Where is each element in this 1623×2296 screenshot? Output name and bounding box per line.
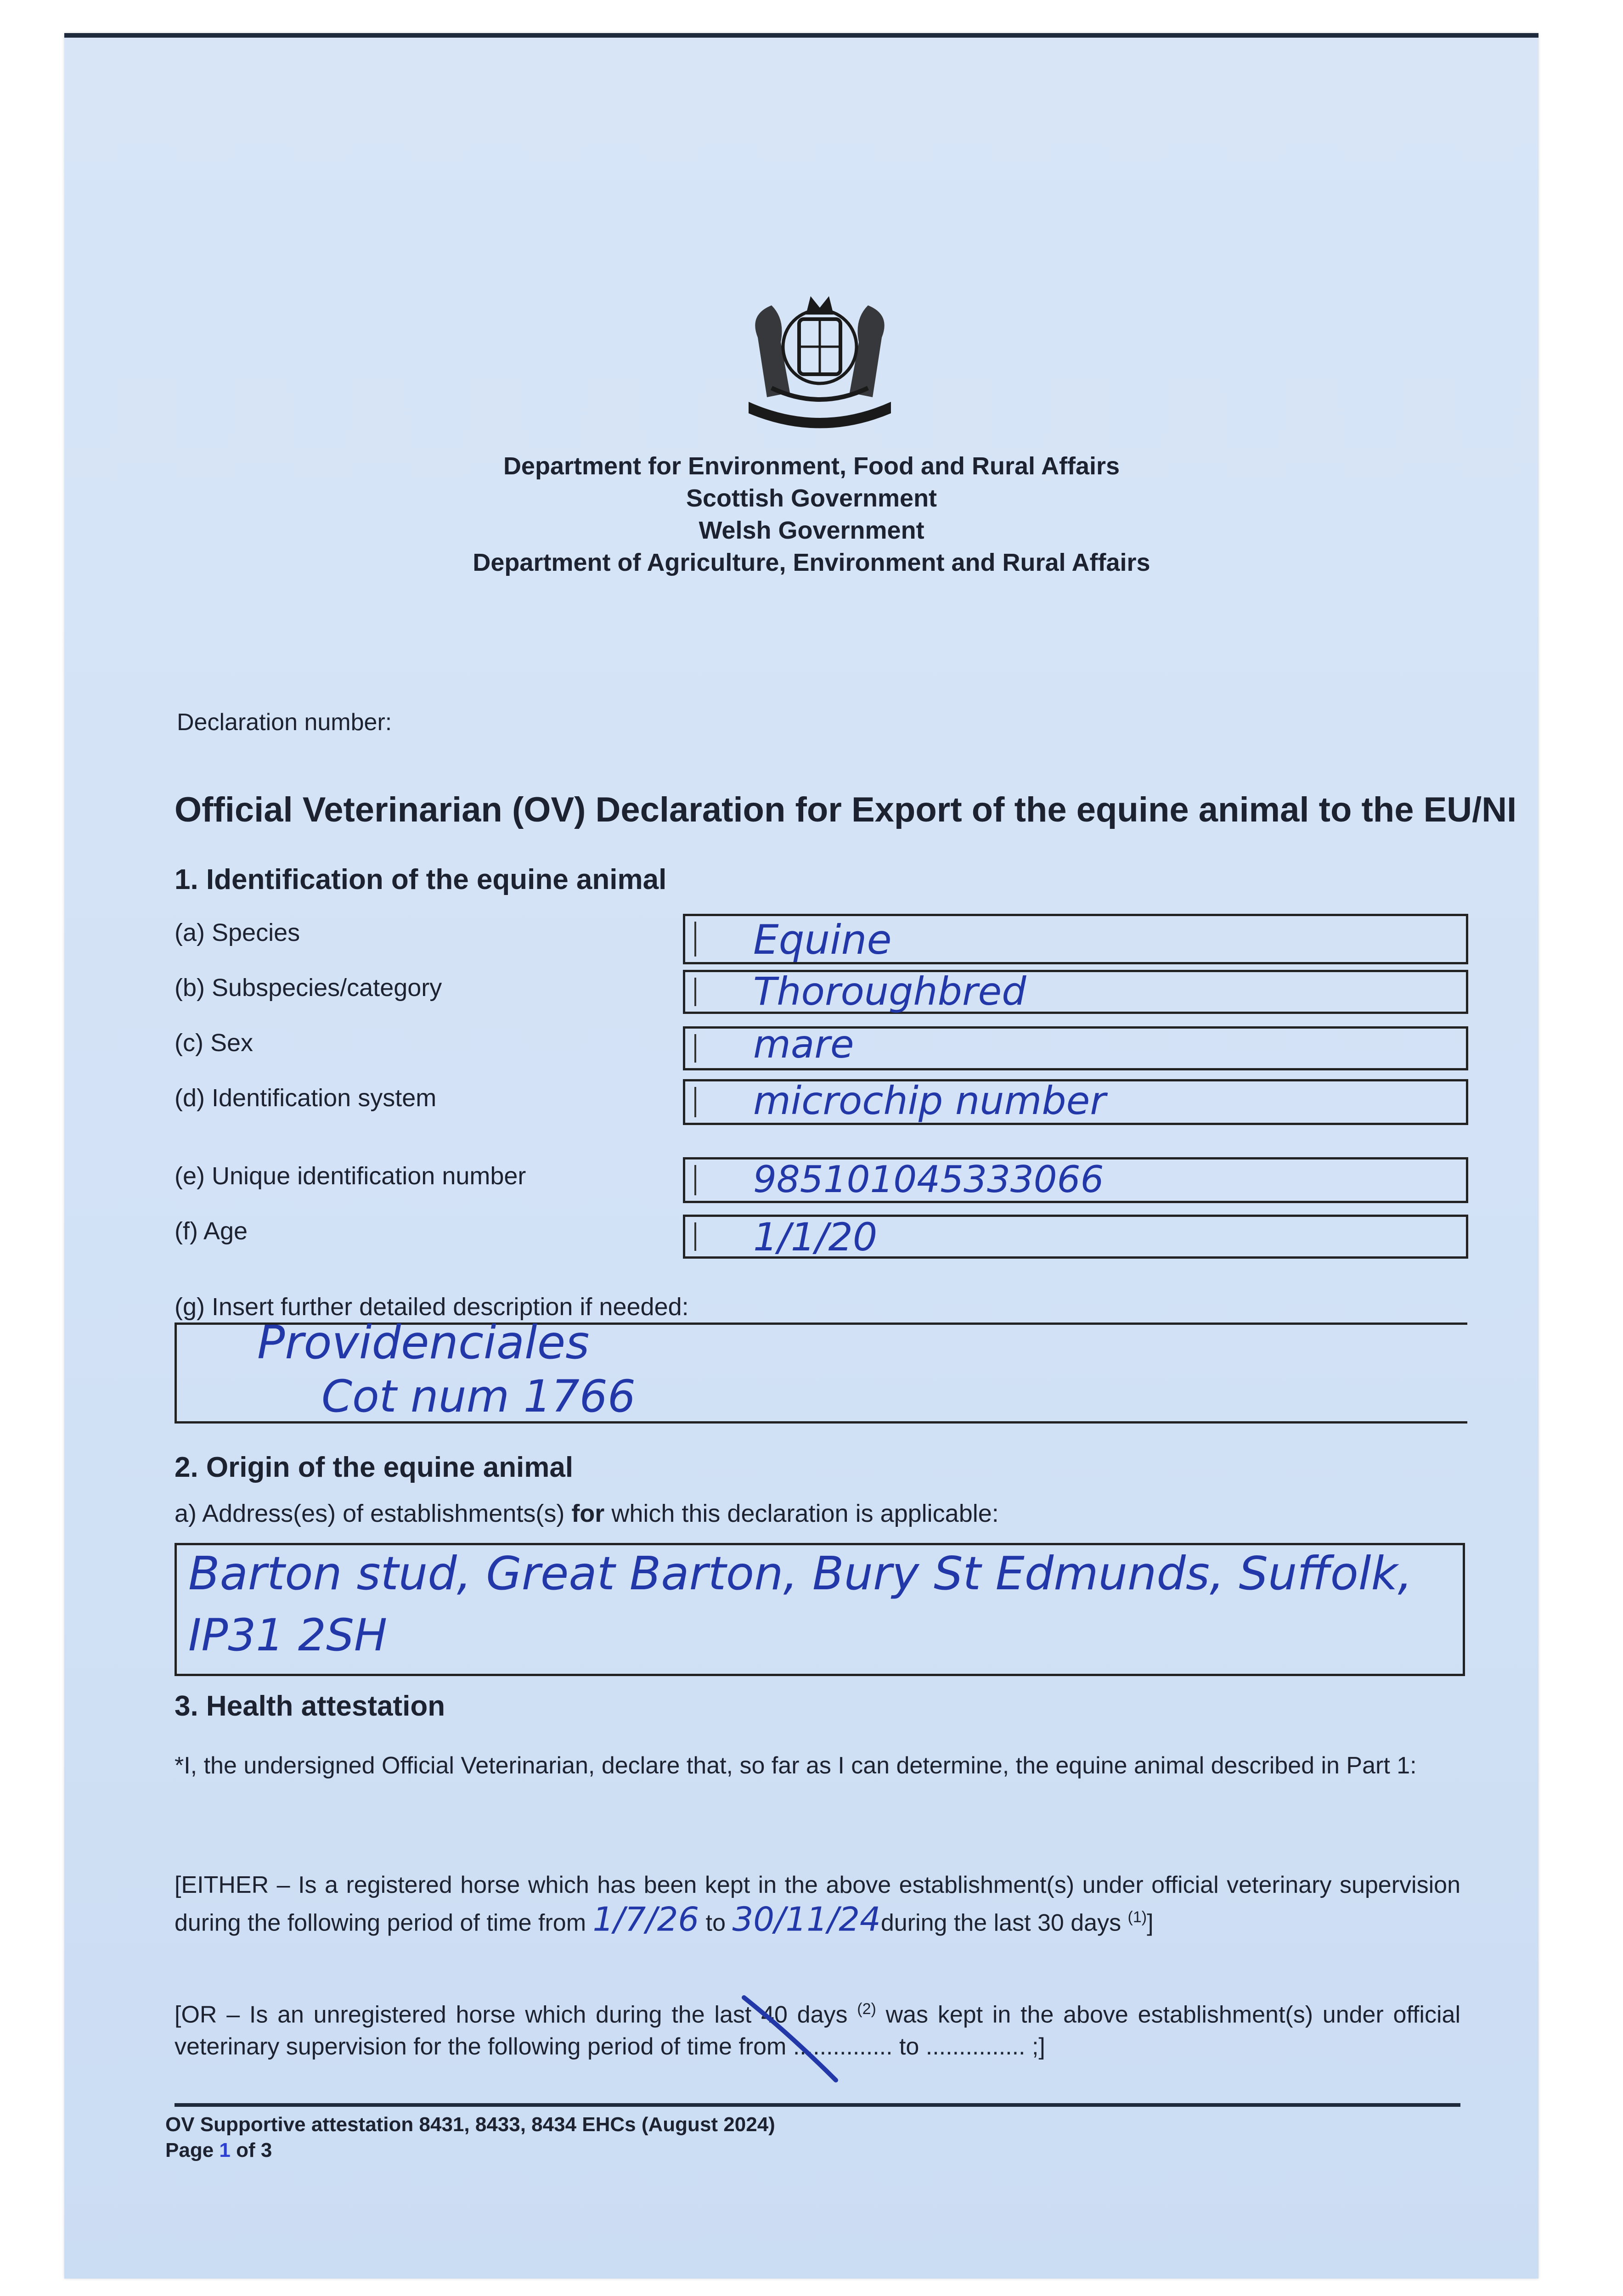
- either-to-date: 30/11/24: [732, 1900, 881, 1939]
- health-intro: *I, the undersigned Official Veterinarian, declare that, so far as I can determine, the equine animal described in Part 1:: [175, 1752, 1417, 1779]
- page-title: Official Veterinarian (OV) Declaration for Export of the equine animal to the EU/NI: [175, 790, 1517, 829]
- either-end: ]: [1147, 1909, 1154, 1936]
- either-mid: to: [699, 1909, 733, 1936]
- department-name: Department of Agriculture, Environment and Rural Affairs: [473, 549, 1150, 576]
- royal-crest-icon: [730, 287, 909, 443]
- footnote-ref: (1): [1127, 1908, 1147, 1926]
- address-label: [175, 1499, 999, 1528]
- unique-id-value: 985101045333066: [753, 1158, 1104, 1201]
- section3-heading: 3. Health attestation: [175, 1690, 445, 1722]
- further-description-label: (g) Insert further detailed description if needed:: [175, 1293, 689, 1321]
- sex-value: mare: [753, 1022, 854, 1067]
- footnote-ref: (2): [857, 2000, 876, 2018]
- age-label: (f) Age: [175, 1217, 248, 1245]
- address-label-post: which this declaration is applicable:: [604, 1500, 999, 1527]
- further-description-line: Cot num 1766: [321, 1371, 636, 1422]
- footer-divider: [175, 2103, 1460, 2107]
- address-line: Barton stud, Great Barton, Bury St Edmunds, Suffolk,: [188, 1547, 1413, 1600]
- section2-heading: 2. Origin of the equine animal: [175, 1452, 574, 1483]
- age-value: 1/1/20: [753, 1215, 878, 1260]
- address-line: IP31 2SH: [188, 1609, 388, 1661]
- page-suffix: of 3: [230, 2139, 272, 2161]
- department-name: Scottish Government: [686, 484, 937, 512]
- page-current: 1: [219, 2139, 231, 2161]
- or-text-post: was kept in the above establishment(s) under official veterinary supervision for the following period of time from ............... to ............... ;]: [175, 2001, 1460, 2060]
- identification-system-label: (d) Identification system: [175, 1084, 437, 1112]
- page-prefix: Page: [165, 2139, 220, 2161]
- further-description-line: Providenciales: [257, 1316, 590, 1369]
- subspecies-value: Thoroughbred: [753, 969, 1026, 1014]
- footer-attestation: OV Supportive attestation 8431, 8433, 8434 EHCs (August 2024): [165, 2113, 775, 2136]
- sex-label: (c) Sex: [175, 1029, 254, 1057]
- address-label-pre: a) Address(es) of establishments(s): [175, 1500, 572, 1527]
- or-text: [OR – Is an unregistered horse which during the last 40 days: [175, 2001, 857, 2028]
- either-paragraph: [175, 1869, 1460, 1939]
- either-text: [EITHER – Is a registered horse which has been kept in the above establishment(s) under official veterinary supervision during the following period of time from: [175, 1872, 1460, 1936]
- subspecies-label: (b) Subspecies/category: [175, 974, 442, 1002]
- unique-id-label: (e) Unique identification number: [175, 1162, 526, 1190]
- address-label-bold: for: [571, 1500, 605, 1527]
- declaration-number-label: Declaration number:: [177, 709, 392, 736]
- strikethrough-mark: [735, 1993, 845, 2085]
- department-name: Welsh Government: [699, 517, 924, 544]
- either-from-date: 1/7/26: [592, 1900, 699, 1939]
- footer-page-number: [165, 2138, 272, 2163]
- section1-heading: 1. Identification of the equine animal: [175, 864, 667, 895]
- species-label: (a) Species: [175, 919, 300, 946]
- species-value: Equine: [753, 916, 892, 963]
- department-name: Department for Environment, Food and Rural Affairs: [503, 452, 1120, 480]
- either-post: during the last 30 days: [880, 1909, 1128, 1936]
- identification-system-value: microchip number: [753, 1078, 1106, 1123]
